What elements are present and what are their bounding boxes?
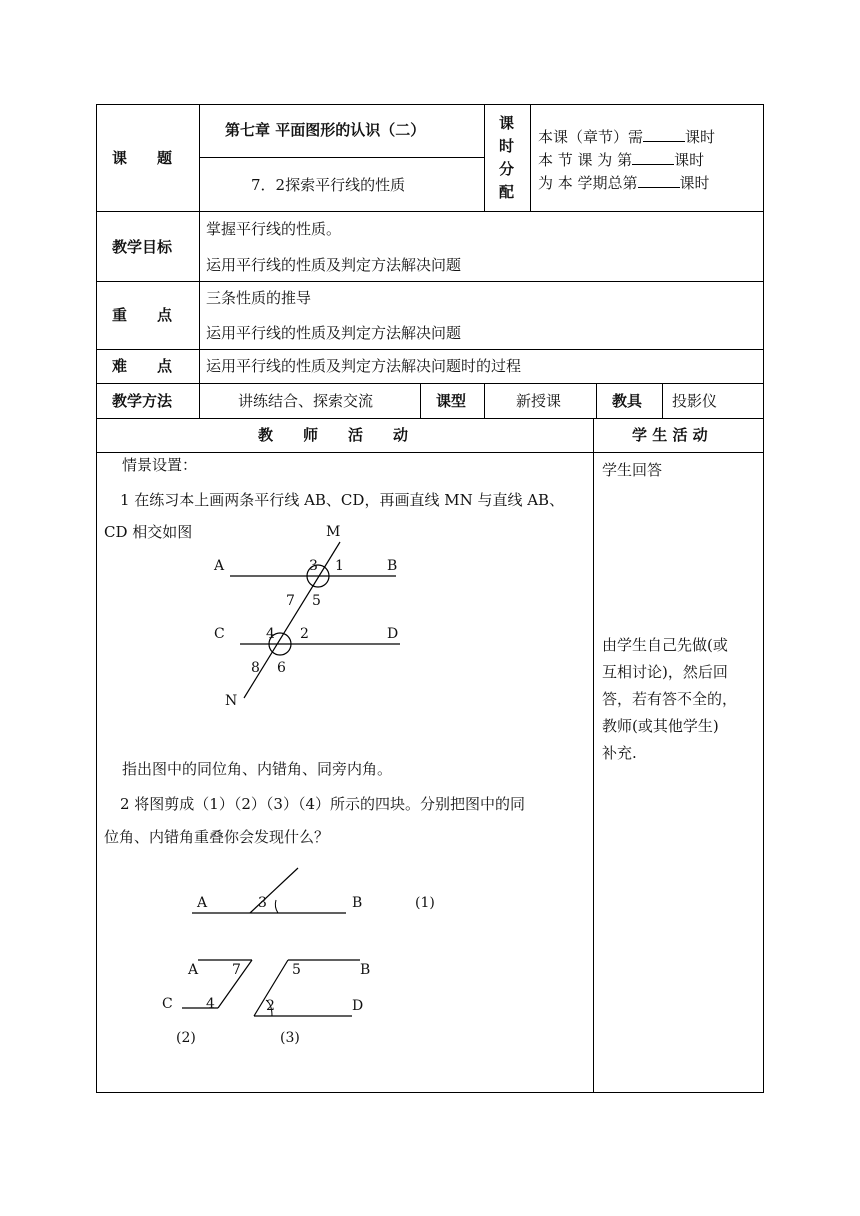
method-value: 讲练结合、探索交流: [238, 392, 374, 410]
task2-line: 位角、内错角重叠你会发现什么？: [104, 828, 330, 846]
hours-label-char: 课: [499, 114, 515, 132]
lesson-type-value: 新授课: [516, 392, 562, 410]
student-answer: 学生回答: [602, 461, 663, 479]
parallel-lines-figure: [200, 518, 420, 718]
angle-label: 8: [251, 660, 260, 676]
piece2-tag: (2): [176, 1030, 196, 1046]
difficulty-text: 运用平行线的性质及判定方法解决问题时的过程: [206, 357, 522, 375]
chapter-title: 第七章 平面图形的认识（二）: [225, 121, 426, 139]
angle-label: 4: [266, 626, 275, 642]
piece2-top-label: A: [188, 962, 199, 978]
point-label-a: A: [214, 558, 225, 574]
hours-blank[interactable]: [638, 174, 680, 188]
angle-label: 5: [312, 593, 321, 609]
task1-line: 1 在练习本上画两条平行线 AB、CD，再画直线 MN 与直线 AB、: [120, 491, 565, 509]
key-points-label: 重 点: [112, 306, 173, 324]
cut-pieces-figure: [150, 860, 450, 1060]
method-label: 教学方法: [112, 392, 173, 410]
teacher-activity-header: 教 师 活 动: [258, 426, 409, 444]
student-activity-header: 学 生 活 动: [632, 426, 708, 444]
task1-line: CD 相交如图: [104, 523, 193, 541]
hours-blank[interactable]: [632, 151, 674, 165]
section-title: 7．2探索平行线的性质: [251, 176, 406, 194]
piece1-right-label: B: [352, 895, 363, 911]
difficulty-label: 难 点: [112, 357, 173, 375]
piece1-arc: [275, 900, 278, 913]
student-discussion-line: 由学生自己先做(或: [602, 636, 728, 654]
lesson-type-label: 课型: [436, 392, 467, 410]
piece2-bottom-angle: 4: [206, 996, 215, 1012]
piece3-tag: (3): [280, 1030, 300, 1046]
task2-line: 2 将图剪成（1）（2）（3）（4）所示的四块。分别把图中的同: [120, 795, 525, 813]
piece1-tag: (1): [415, 895, 435, 911]
piece3-top-label: B: [360, 962, 371, 978]
piece3-top-angle: 5: [292, 962, 301, 978]
angle-label: 3: [309, 558, 318, 574]
hours-label-char: 配: [499, 183, 515, 201]
point-label-c: C: [214, 626, 225, 642]
piece2-top-angle: 7: [232, 962, 241, 978]
piece3-bottom-label: D: [352, 998, 364, 1014]
piece1-left-label: A: [197, 895, 208, 911]
goal-item: 掌握平行线的性质。: [206, 220, 342, 238]
key-point-item: 三条性质的推导: [206, 289, 312, 307]
point-label-d: D: [387, 626, 399, 642]
subject-label: 课 题: [112, 149, 173, 167]
hours-label-char: 时: [499, 137, 515, 155]
angle-label: 6: [277, 660, 286, 676]
angle-label: 7: [286, 593, 295, 609]
hours-blank[interactable]: [643, 128, 685, 142]
question-text: 指出图中的同位角、内错角、同旁内角。: [122, 760, 393, 778]
student-discussion-line: 补充.: [602, 744, 637, 762]
student-discussion-line: 答，若有答不全的，: [602, 690, 738, 708]
piece2-bottom-label: C: [162, 996, 173, 1012]
key-point-item: 运用平行线的性质及判定方法解决问题: [206, 324, 462, 342]
angle-label: 1: [335, 558, 344, 574]
hours-line: 本课（章节）需 课时: [538, 128, 716, 146]
hours-line: 本 节 课 为 第 课时: [538, 151, 705, 169]
piece1-angle-label: 3: [258, 895, 267, 911]
goal-item: 运用平行线的性质及判定方法解决问题: [206, 256, 462, 274]
tools-value: 投影仪: [672, 392, 718, 410]
hours-line: 为 本 学期总第 课时: [538, 174, 710, 192]
hours-label-char: 分: [499, 160, 515, 178]
student-discussion-line: 教师(或其他学生): [602, 717, 719, 735]
point-label-b: B: [387, 558, 398, 574]
tools-label: 教具: [612, 392, 643, 410]
scene-setting: 情景设置：: [122, 456, 198, 474]
angle-label: 2: [300, 626, 309, 642]
point-label-m: M: [326, 524, 341, 540]
student-discussion-line: 互相讨论)，然后回: [602, 663, 728, 681]
piece3-bottom-angle: 2: [266, 998, 275, 1014]
goals-label: 教学目标: [112, 238, 173, 256]
point-label-n: N: [225, 693, 238, 709]
